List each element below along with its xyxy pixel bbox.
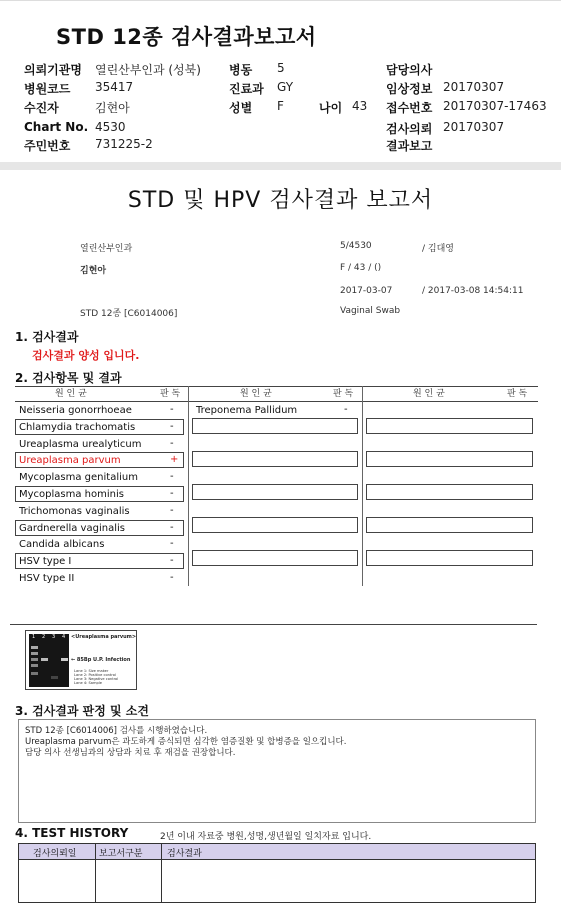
gel-legend: Lane 3: Negative control: [74, 677, 119, 681]
info-doctor: / 김대영: [422, 244, 454, 254]
report-title: STD 및 HPV 검사결과 보고서: [127, 188, 434, 213]
value-test-request: 20170307: [443, 120, 505, 134]
item-name: Gardnerella vaginalis: [19, 523, 125, 534]
value-patient: 김현아: [95, 101, 130, 115]
gel-image: [29, 634, 69, 687]
item-result: -: [170, 488, 174, 499]
item-result: -: [170, 505, 174, 516]
comment-line: STD 12종 [C6014006] 검사를 시행하였습니다.: [25, 726, 208, 736]
value-chart-no: 4530: [95, 120, 126, 134]
history-col-result: 검사결과: [167, 849, 202, 859]
label-requesting-org: 의뢰기관명: [24, 63, 82, 77]
label-doctor: 담당의사: [386, 63, 433, 77]
label-clinical-info: 임상정보: [386, 82, 433, 96]
empty-cell: [366, 550, 533, 566]
label-sex: 성별: [229, 101, 253, 115]
info-date-received: 2017-03-07: [340, 286, 393, 296]
empty-cell: [366, 451, 533, 467]
empty-cell: [366, 484, 533, 500]
history-col-report-type: 보고서구분: [99, 849, 143, 859]
item-name: Ureaplasma parvum: [19, 455, 121, 466]
label-chart-no: Chart No.: [24, 120, 89, 134]
item-name: Neisseria gonorrhoeae: [19, 405, 132, 416]
column-divider: [161, 844, 162, 902]
item-name: HSV type II: [19, 573, 75, 584]
history-table-header: [19, 844, 535, 860]
value-department: GY: [277, 80, 294, 94]
empty-cell: [192, 550, 358, 566]
value-sex: F: [277, 99, 284, 113]
column-divider: [362, 386, 363, 586]
gel-legend: Lane 1: Size maker: [74, 669, 109, 673]
col-header-result-2: 판 독: [333, 389, 354, 399]
item-result: -: [170, 572, 174, 583]
label-resident-no: 주민번호: [24, 139, 71, 153]
column-divider: [188, 386, 189, 586]
value-receipt-no: 20170307-17463: [443, 99, 547, 113]
gel-legend: Lane 2: Positive control: [74, 673, 116, 677]
item-result: +: [170, 454, 179, 465]
item-result: -: [170, 538, 174, 549]
label-age: 나이: [319, 101, 343, 115]
item-name: Ureaplasma urealyticum: [19, 439, 142, 450]
col-header-result-1: 판 독: [160, 389, 181, 399]
item-treponema: Treponema Pallidum: [196, 405, 298, 416]
value-age: 43: [352, 99, 368, 113]
item-name: Mycoplasma genitalium: [19, 472, 138, 483]
header-title: STD 12종 검사결과보고서: [56, 25, 317, 49]
label-receipt-no: 접수번호: [386, 101, 433, 115]
value-resident-no: 731225-2: [95, 137, 153, 151]
info-hospital: 열린산부인과: [80, 244, 133, 254]
label-test-request: 검사의뢰: [386, 122, 433, 136]
info-test-code: STD 12종 [C6014006]: [80, 309, 178, 319]
empty-cell: [192, 517, 358, 533]
empty-cell: [366, 418, 533, 434]
item-name: HSV type I: [19, 556, 72, 567]
comment-box: [18, 719, 536, 823]
section4-title: 4. TEST HISTORY: [15, 826, 129, 840]
history-note: 2년 이내 자료중 병원,성명,생년월일 일치자료 입니다.: [160, 832, 372, 842]
lane-number: 3: [52, 634, 56, 640]
value-hospital-code: 35417: [95, 80, 134, 94]
gel-arrow-label: ← 85Bp U.P. Infection: [71, 657, 131, 663]
item-treponema-result: -: [344, 404, 348, 415]
history-col-request-date: 검사의뢰일: [33, 849, 77, 859]
col-header-organism-2: 원 인 균: [240, 389, 272, 399]
info-specimen: Vaginal Swab: [340, 306, 401, 316]
col-header-result-3: 판 독: [507, 389, 528, 399]
item-result: -: [170, 438, 174, 449]
lane-number: 2: [42, 634, 46, 640]
info-sex-age: F / 43 / (): [340, 263, 382, 273]
label-hospital-code: 병원코드: [24, 82, 71, 96]
gel-legend: Lane 4: Sample: [74, 681, 102, 685]
gel-caption: <Ureaplasma parvum>: [71, 634, 137, 640]
value-clinical-info: 20170307: [443, 80, 505, 94]
empty-cell: [366, 517, 533, 533]
item-name: Mycoplasma hominis: [19, 489, 124, 500]
item-result: -: [170, 404, 174, 415]
result-summary: 검사결과 양성 입니다.: [32, 349, 140, 362]
section-divider: [0, 162, 561, 170]
comment-line: 담당 의사 선생님과의 상담과 치료 후 재검을 권장합니다.: [25, 748, 236, 758]
section3-title: 3. 검사결과 판정 및 소견: [15, 704, 149, 718]
label-patient: 수진자: [24, 101, 59, 115]
item-result: -: [170, 522, 174, 533]
comment-line: Ureaplasma parvum은 과도하게 증식되면 심각한 염증질환 및 합병증을 일으킵니다.: [25, 737, 347, 747]
item-result: -: [170, 471, 174, 482]
item-result: -: [170, 555, 174, 566]
empty-cell: [192, 418, 358, 434]
divider-line: [10, 624, 537, 625]
col-header-organism-1: 원 인 균: [55, 389, 87, 399]
report-header: [0, 0, 561, 162]
history-table: [18, 843, 536, 903]
info-date-reported: / 2017-03-08 14:54:11: [422, 286, 524, 296]
value-ward: 5: [277, 61, 285, 75]
item-name: Trichomonas vaginalis: [19, 506, 130, 517]
section1-title: 1. 검사결과: [15, 330, 79, 344]
label-ward: 병동: [229, 63, 253, 77]
col-header-organism-3: 원 인 균: [413, 389, 445, 399]
section2-title: 2. 검사항목 및 결과: [15, 371, 122, 385]
column-divider: [95, 844, 96, 902]
item-result: -: [170, 421, 174, 432]
empty-cell: [192, 484, 358, 500]
results-table-header: [15, 386, 538, 402]
lane-number: 4: [62, 634, 66, 640]
lane-number: 1: [32, 634, 36, 640]
item-name: Chlamydia trachomatis: [19, 422, 136, 433]
label-department: 진료과: [229, 82, 264, 96]
info-patient: 김현아: [80, 266, 107, 276]
empty-cell: [192, 451, 358, 467]
item-name: Candida albicans: [19, 539, 105, 550]
info-ward-chart: 5/4530: [340, 241, 372, 251]
label-result-report: 결과보고: [386, 139, 433, 153]
value-requesting-org: 열린산부인과 (성북): [95, 63, 201, 77]
gel-electrophoresis-image: [25, 630, 137, 690]
